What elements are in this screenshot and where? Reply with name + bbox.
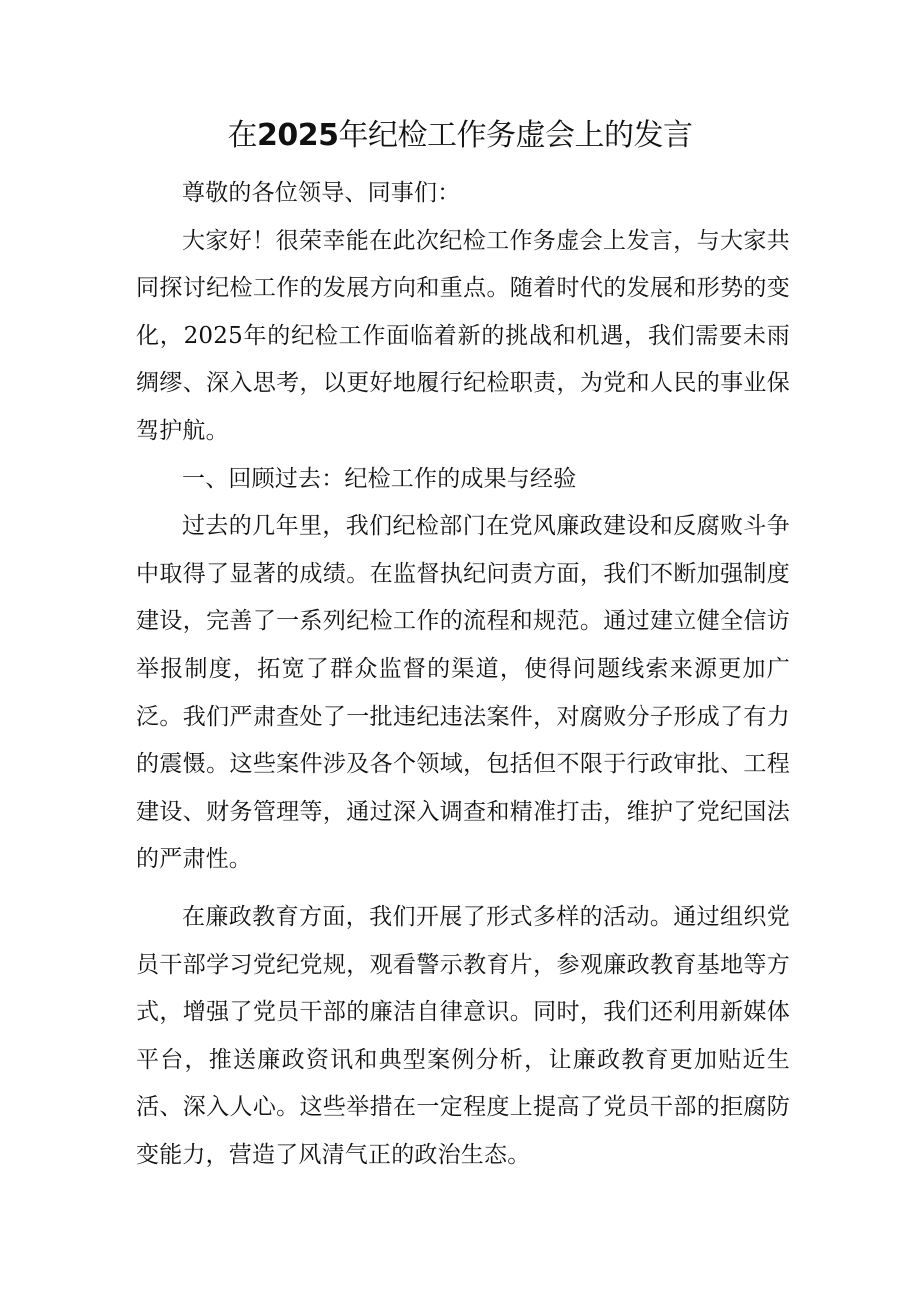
opening-paragraph: 大家好！很荣幸能在此次纪检工作务虚会上发言，与大家共同探讨纪检工作的发展方向和重点。随着时代的发展和形势的变化，2025年的纪检工作面临着新的挑战和机遇，我们需要未雨绸缪、深入思考，以更好地履行纪检职责，为党和人民的事业保驾护航。 — [136, 227, 790, 444]
section-heading: 一、回顾过去：纪检工作的成果与经验 — [182, 465, 577, 492]
title-year: 2025 — [257, 118, 339, 153]
title-suffix: 年纪检工作务虚会上的发言 — [338, 118, 693, 153]
body-paragraph: 在廉政教育方面，我们开展了形式多样的活动。通过组织党员干部学习党纪党规，观看警示教育片，参观廉政教育基地等方式，增强了党员干部的廉洁自律意识。同时，我们还利用新媒体平台，推送廉政资讯和典型案例分析，让廉政教育更加贴近生活、深入人心。这些举措在一定程度上提高了党员干部的拒腐防变能力，营造了风清气正的政治生态。 — [136, 903, 790, 1168]
title-prefix: 在 — [227, 118, 257, 153]
body-paragraph: 过去的几年里，我们纪检部门在党风廉政建设和反腐败斗争中取得了显著的成绩。在监督执纪问责方面，我们不断加强制度建设，完善了一系列纪检工作的流程和规范。通过建立健全信访举报制度，拓宽了群众监督的渠道，使得问题线索来源更加广泛。我们严肃查处了一批违纪违法案件，对腐败分子形成了有力的震慑。这些案件涉及各个领域，包括但不限于行政审批、工程建设、财务管理等，通过深入调查和精准打击，维护了党纪国法的严肃性。 — [136, 513, 790, 873]
document-title — [0, 112, 920, 160]
document-body — [136, 170, 790, 1179]
salutation: 尊敬的各位领导、同事们： — [182, 180, 461, 206]
